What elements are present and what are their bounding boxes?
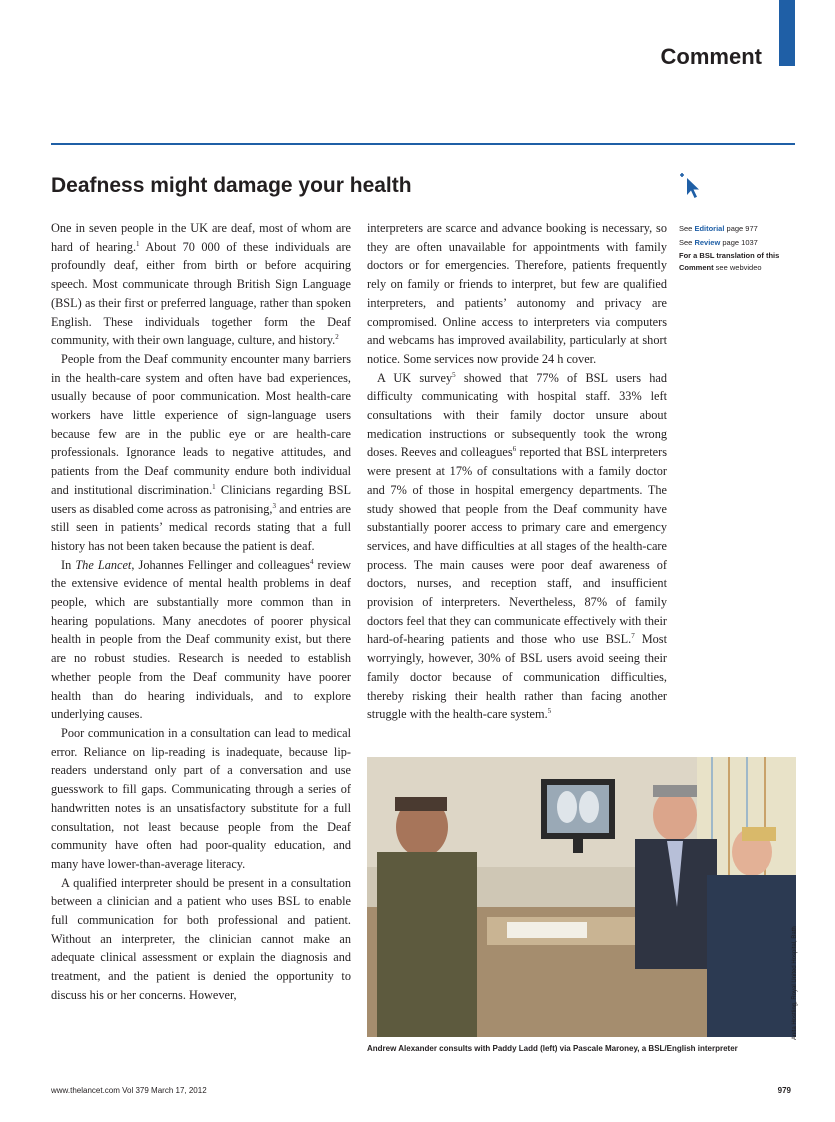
article-column-1 (51, 219, 351, 1005)
paragraph: A qualified interpreter should be present in a consultation between a clinician and a patient who uses BSL to enable full communication for both professional and patient. Without an interpreter, the clinician cannot make an adequate clinical assessment or explain the diagnosis and treatment, and the patient is denied the opportunity to discuss his or her concerns. However, (51, 875, 351, 1002)
page-number: 979 (777, 1086, 791, 1095)
paragraph: Poor communication in a consultation can lead to medical error. Reliance on lip-reading is inadequate, because lip-readers understand only part of a conversation and use guesswork to fill gaps. Communicating through a series of handwritten notes is an unsatisfactory substitute for a full consultation, not least because people from the Deaf community have often had poor-quality education, and many have lower-than-average literacy. (51, 725, 351, 871)
paragraph: One in seven people in the UK are deaf, most of whom are hard of hearing.$^1$ About 70 000 of these individuals are profoundly deaf, either from birth or before acquiring speech. Most communicate through British Sign Language (BSL) as their first or preferred language, rather than spoken English. These individuals together form the Deaf community, with their own language, culture, and history.$^2$ (51, 221, 351, 348)
sidebar-references (679, 223, 799, 275)
see-editorial-link[interactable]: See Editorial page 977 (679, 224, 758, 233)
paragraph: In The Lancet, Johannes Fellinger and colleagues$^4$ review the extensive evidence of mental health problems in deaf people, which are substantially more common than in hearing populations. Many anecdotes of poorer physical health in people from the Deaf community exist, but there are no robust studies. Research is needed to establish whether people from the Deaf community have poorer health than do hearing individuals, and to explore underlying causes. (51, 557, 352, 722)
article-title: Deafness might damage your health (51, 174, 412, 197)
paragraph: interpreters are scarce and advance booking is necessary, so they are often unavailable for appointments with family doctors or for emergencies. Therefore, patients frequently rely on family or friends to interpret, but few are qualified interpreters, and patients’ autonomy and privacy are compromised. Online access to interpreters via computers and webcams has improved availability, particularly at short notice. Some services now provide 24 h cover. (367, 221, 667, 366)
photo-caption: Andrew Alexander consults with Paddy Ladd (left) via Pascale Maroney, a BSL/English interpreter (367, 1044, 738, 1053)
header-rule (51, 143, 795, 145)
paragraph: People from the Deaf community encounter many barriers in the health-care system and often have bad experiences, usually because of poor communication. Most health-care workers have little experience of sign-language users because few are in the public eye or are health-care professionals. Ignorance leads to negative attitudes, and patients from the Deaf community endure both individual and institutional discrimination.$^1$ Clinicians regarding BSL users as disabled come across as patronising,$^3$ and entries are still seen in patients’ medical records stating that a full history has not been taken because the patient is deaf. (51, 351, 351, 553)
section-label: Comment (660, 44, 762, 69)
footer-journal-info: www.thelancet.com Vol 379 March 17, 2012 (51, 1086, 207, 1095)
bsl-translation-note[interactable]: For a BSL translation of this Comment see webvideo (679, 251, 780, 272)
photo-illustration (367, 757, 796, 1037)
paragraph: A UK survey$^5$ showed that 77% of BSL users had difficulty communicating with hospital staff. 33% left consultations with their family doctor unsure about medication instructions or subsequently took the wrong doses. Reeves and colleagues$^6$ reported that BSL interpreters were present at 17% of consultations with a family doctor and 7% of those in hospital emergency departments. The study showed that people from the Deaf community have substantially poorer access to primary care and emergency services, and have difficulties at all stages of the health-care process. The main causes were poor deaf awareness of doctors, nurses, and reception staff, and insufficient provision of interpreters. Nevertheless, 87% of family doctors feel that they can communicate effectively with their hard-of-hearing patients and those who use BSL.$^7$ Most worryingly, however, 30% of BSL users avoid seeing their family doctor because of communication difficulties, thereby risking their health rather than facing another struggle with the health-care system.$^5$ (367, 370, 668, 722)
article-column-2 (367, 219, 667, 724)
section-color-tab (779, 0, 795, 66)
see-review-link[interactable]: See Review page 1037 (679, 237, 758, 247)
photo-credit: Anita Hostling, Royal United Hospital, Bath (792, 926, 798, 1040)
consultation-photo (367, 757, 796, 1037)
cursor-arrow-icon (678, 171, 702, 201)
